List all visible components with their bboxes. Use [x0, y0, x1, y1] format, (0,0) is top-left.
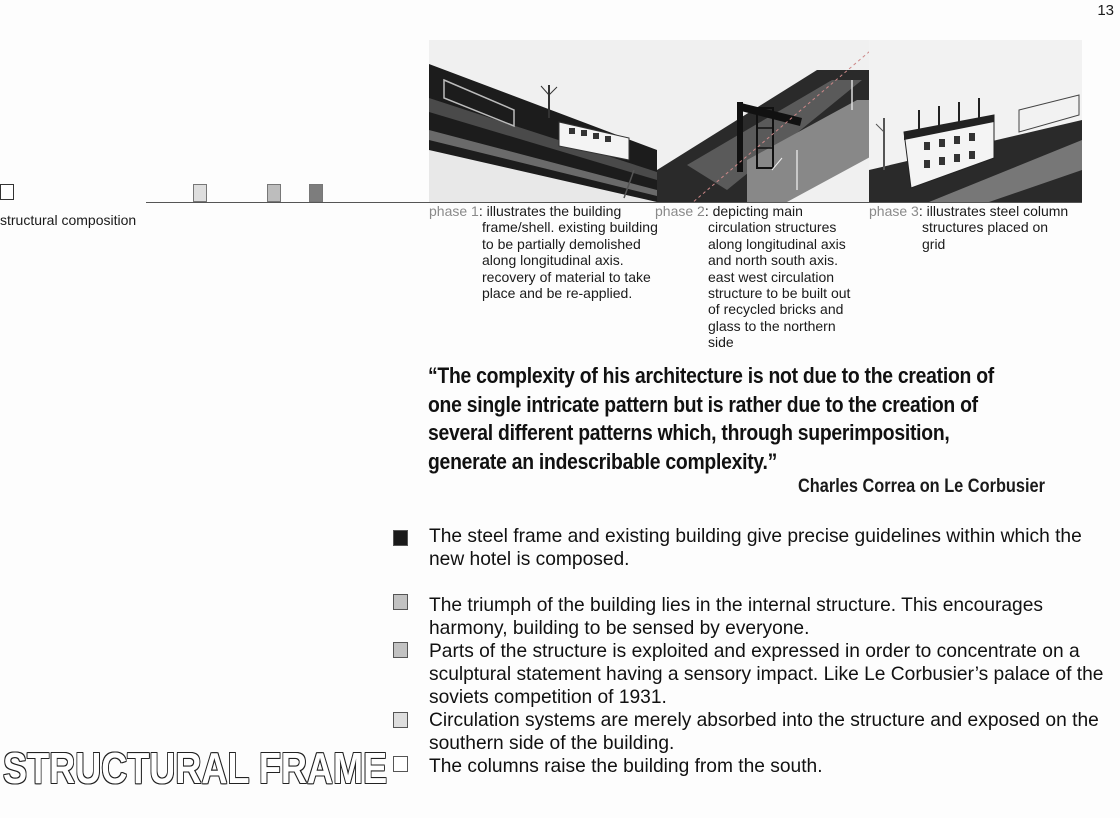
timeline-swatch-light — [193, 184, 207, 202]
bullet-item: The steel frame and existing building give precise guidelines within which the new hotel is composed. — [429, 526, 1082, 570]
bullet-item: Parts of the structure is exploited and expressed in order to concentrate on a sculptural statement having a sensory impact. Like Le Corbusier’s palace of the soviets competition of 1931. — [429, 641, 1104, 708]
phase-2-caption: phase 2: depicting main circulation structures along longitudinal axis and north south axis. east west circulation structure to be built out of recycled bricks and glass to the northern side — [655, 203, 865, 351]
phase-3-image — [869, 40, 1082, 202]
phase-caption-text: structures placed on grid — [922, 219, 1049, 252]
bullet-swatch — [393, 712, 408, 728]
bullet-swatch — [393, 642, 408, 658]
bullet-swatch — [393, 530, 408, 546]
phase-3-caption: phase 3: illustrates steel column structures placed on grid — [869, 203, 1069, 252]
phase-2-image — [657, 40, 883, 202]
timeline-swatch-mid — [267, 184, 281, 202]
phase-1-image — [429, 40, 657, 202]
page-number: 13 — [1097, 2, 1114, 19]
legend-label: structural composition — [0, 212, 137, 228]
legend-swatch — [0, 184, 14, 200]
phase-caption-first-line: illustrates the building — [486, 203, 622, 219]
phase-caption-first-line: depicting main — [712, 203, 803, 219]
phase-caption-text: circulation structures along longitudinal axis and north south axis. east west circulation structure to be built out of recycled bricks and glass to the northern side — [708, 219, 851, 351]
phase-label: phase 2 — [655, 203, 705, 219]
bullet-item: The triumph of the building lies in the internal structure. This encourages harmony, building to be sensed by everyone. — [429, 595, 1043, 639]
bullet-swatch — [393, 756, 408, 772]
phase-1-caption: phase 1: illustrates the building frame/shell. existing building to be partially demolished along longitudinal axis. recovery of material to take place and be re-applied. — [429, 203, 658, 302]
bullet-item: Circulation systems are merely absorbed into the structure and exposed on the southern side of the building. — [429, 710, 1099, 754]
phase-caption-first-line: illustrates steel column — [926, 203, 1069, 219]
quote-author: Charles Correa on Le Corbusier — [798, 476, 1045, 497]
bullet-swatch — [393, 594, 408, 610]
bullet-item: The columns raise the building from the south. — [429, 756, 823, 777]
phase-caption-text: frame/shell. existing building to be partially demolished along longitudinal axis. recovery of material to take place and be re-applied. — [482, 219, 658, 302]
quote: “The complexity of his architecture is not due to the creation of one single intricate pattern but is rather due to the creation of several different patterns which, through superimposition, generate an indescribable complexity.” — [428, 363, 994, 474]
phase-label: phase 1 — [429, 203, 479, 219]
phase-label: phase 3 — [869, 203, 919, 219]
page-title: STRUCTURAL FRAME — [3, 744, 388, 793]
timeline-swatch-dark — [309, 184, 323, 202]
